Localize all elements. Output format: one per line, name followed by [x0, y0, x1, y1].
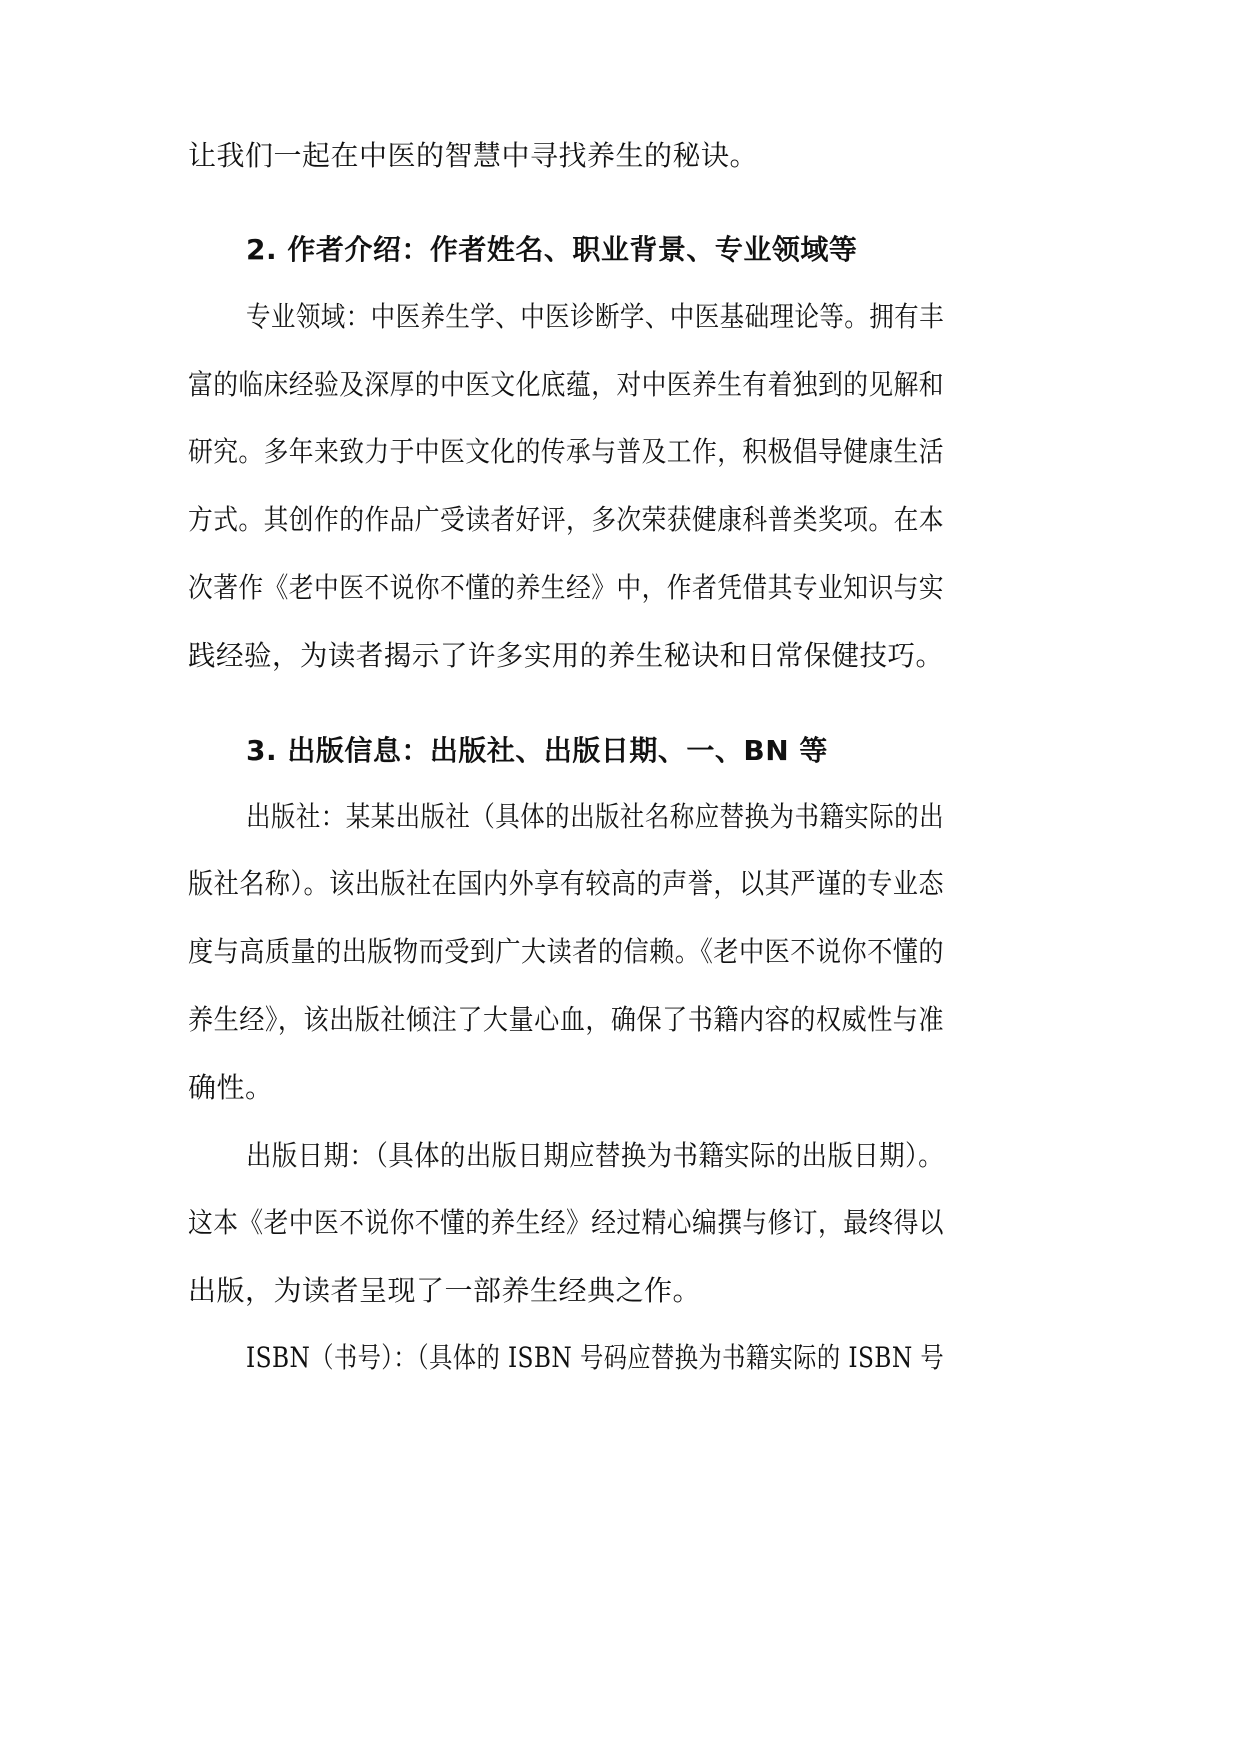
section-2-line-5: 次著作《老中医不说你不懂的养生经》中，作者凭借其专业知识与实 — [188, 571, 945, 604]
section-2-heading: 2. 作者介绍：作者姓名、职业背景、专业领域等 — [246, 233, 858, 266]
publisher-line-4: 养生经》，该出版社倾注了大量心血，确保了书籍内容的权威性与准 — [188, 1003, 944, 1036]
section-2-line-6: 践经验，为读者揭示了许多实用的养生秘诀和日常保健技巧。 — [188, 639, 944, 672]
publisher-line-5: 确性。 — [188, 1071, 274, 1104]
date-line-1: 出版日期：（具体的出版日期应替换为书籍实际的出版日期）。 — [246, 1139, 945, 1172]
section-2-line-3: 研究。多年来致力于中医文化的传承与普及工作，积极倡导健康生活 — [188, 435, 945, 468]
date-line-3: 出版，为读者呈现了一部养生经典之作。 — [188, 1274, 702, 1307]
date-line-2: 这本《老中医不说你不懂的养生经》经过精心编撰与修订，最终得以 — [188, 1206, 945, 1239]
section-2-line-1: 专业领域：中医养生学、中医诊断学、中医基础理论等。拥有丰 — [246, 300, 945, 333]
isbn-line: ISBN（书号）：（具体的 ISBN 号码应替换为书籍实际的 ISBN 号 — [246, 1341, 945, 1374]
publisher-line-1: 出版社：某某出版社（具体的出版社名称应替换为书籍实际的出 — [246, 800, 945, 833]
section-2-line-4: 方式。其创作的作品广受读者好评，多次荣获健康科普类奖项。在本 — [188, 503, 945, 536]
section-2-line-2: 富的临床经验及深厚的中医文化底蕴，对中医养生有着独到的见解和 — [188, 368, 945, 401]
publisher-line-3: 度与高质量的出版物而受到广大读者的信赖。《老中医不说你不懂的 — [188, 935, 944, 968]
publisher-line-2: 版社名称）。该出版社在国内外享有较高的声誉，以其严谨的专业态 — [188, 867, 944, 900]
intro-last-line: 让我们一起在中医的智慧中寻找养生的秘诀。 — [188, 139, 759, 172]
section-3-heading: 3. 出版信息：出版社、出版日期、一、BN 等 — [246, 734, 828, 767]
